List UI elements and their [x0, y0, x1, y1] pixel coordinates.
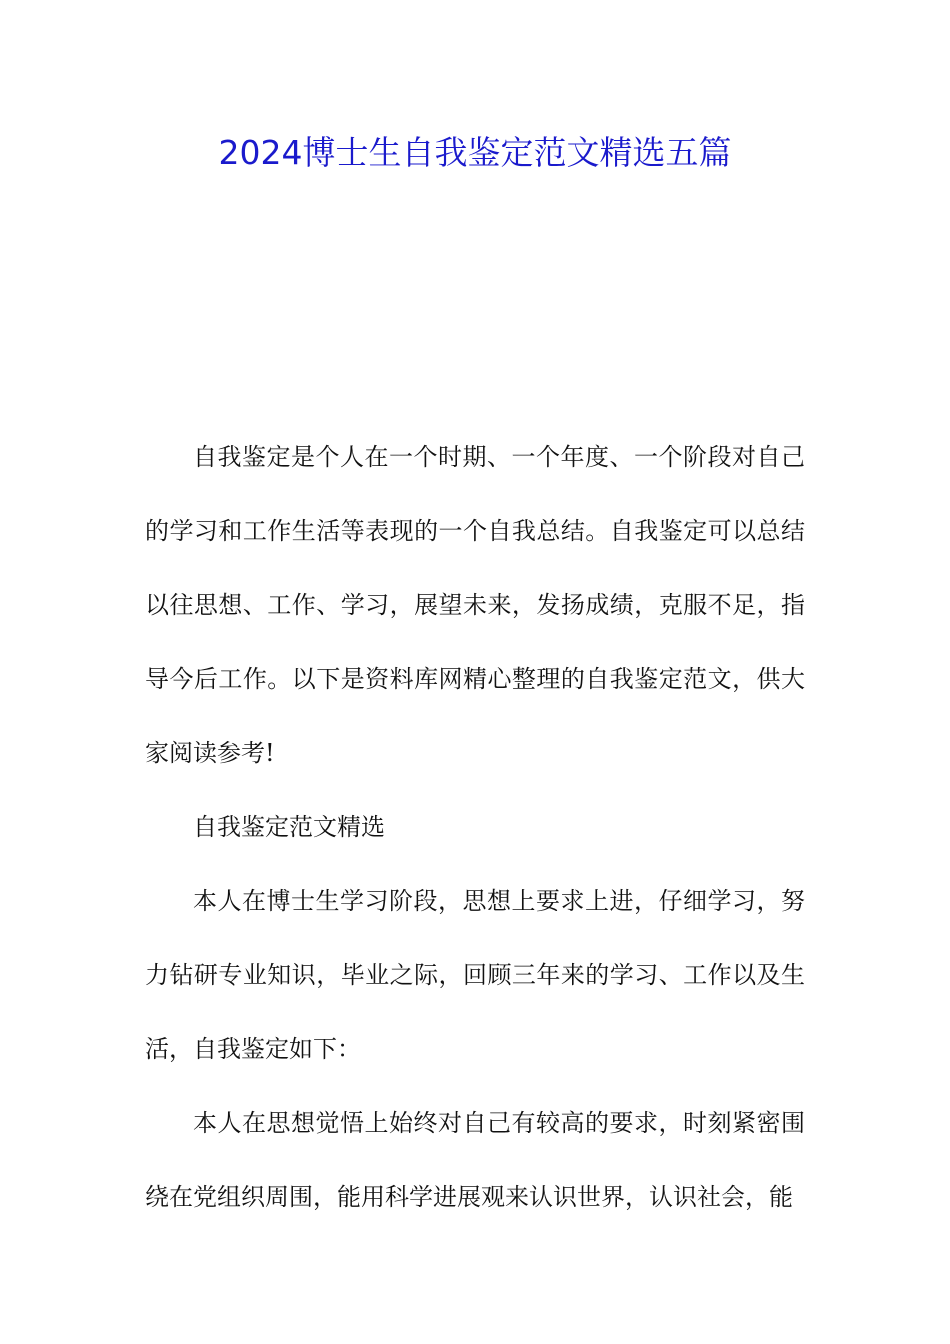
paragraph-intro: 自我鉴定是个人在一个时期、一个年度、一个阶段对自己的学习和工作生活等表现的一个自我总结。自我鉴定可以总结以往思想、工作、学习，展望未来，发扬成绩，克服不足，指导今后工作。以下是资料库网精心整理的自我鉴定范文，供大家阅读参考! [145, 443, 805, 767]
paragraph-opening: 本人在博士生学习阶段，思想上要求上进，仔细学习，努力钻研专业知识，毕业之际，回顾三年来的学习、工作以及生活，自我鉴定如下： [145, 887, 805, 1063]
paragraph-thought: 本人在思想觉悟上始终对自己有较高的要求，时刻紧密围绕在党组织周围，能用科学进展观来认识世界，认识社会，能 [145, 1109, 805, 1211]
document-body [145, 420, 805, 1234]
paragraph-section-heading: 自我鉴定范文精选 [193, 813, 385, 841]
document-title: 2024博士生自我鉴定范文精选五篇 [218, 133, 732, 172]
